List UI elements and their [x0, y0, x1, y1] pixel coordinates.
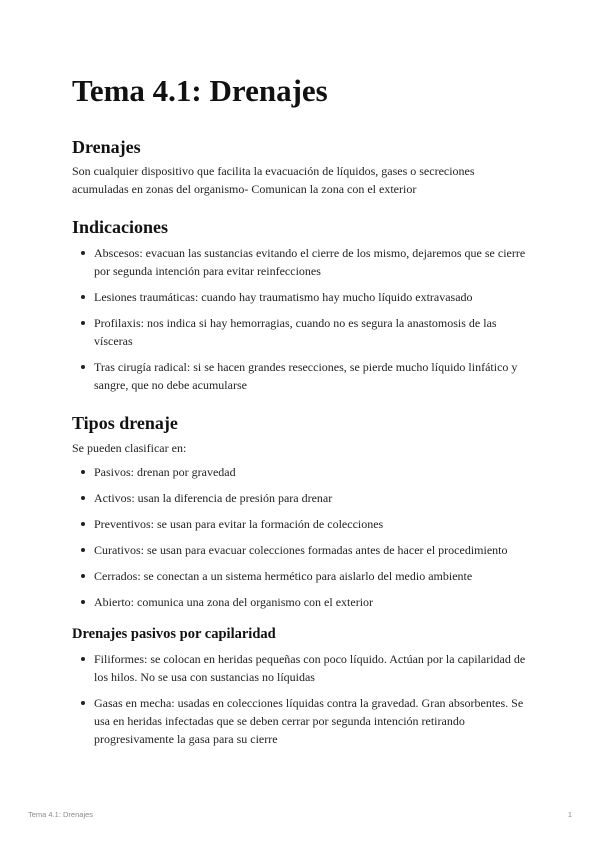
list-tipos [72, 463, 532, 611]
section-heading-drenajes: Drenajes [72, 137, 141, 157]
list-item: Lesiones traumáticas: cuando hay traumatismo hay mucho líquido extravasado [72, 288, 532, 306]
list-item: Cerrados: se conectan a un sistema hermético para aislarlo del medio ambiente [72, 567, 532, 585]
section-heading-tipos: Tipos drenaje [72, 413, 178, 433]
section-intro-tipos: Se pueden clasificar en: [72, 441, 187, 455]
list-item: Pasivos: drenan por gravedad [72, 463, 532, 481]
section-heading-indicaciones: Indicaciones [72, 217, 169, 237]
list-item: Abscesos: evacuan las sustancias evitando el cierre de los mismo, dejaremos que se cierre por segunda intención para evitar reinfecciones [72, 244, 532, 280]
list-item: Tras cirugía radical: si se hacen grandes resecciones, se pierde mucho líquido linfático y sangre, que no debe acumularse [72, 358, 532, 394]
section-heading-pasivos: Drenajes pasivos por capilaridad [72, 626, 276, 642]
section-text-drenajes: Son cualquier dispositivo que facilita la evacuación de líquidos, gases o secreciones acumuladas en zonas del organismo- Comunican la zona con el exterior [72, 164, 475, 196]
list-item: Profilaxis: nos indica si hay hemorragias, cuando no es segura la anastomosis de las vísceras [72, 314, 532, 350]
list-indicaciones [72, 244, 532, 394]
page-title: Tema 4.1: Drenajes [72, 73, 328, 108]
footer-page-number: 1 [567, 810, 572, 819]
list-item: Curativos: se usan para evacuar colecciones formadas antes de hacer el procedimiento [72, 541, 532, 559]
list-pasivos [72, 650, 532, 748]
list-item: Preventivos: se usan para evitar la formación de colecciones [72, 515, 532, 533]
list-item: Abierto: comunica una zona del organismo con el exterior [72, 593, 532, 611]
list-item: Gasas en mecha: usadas en colecciones líquidas contra la gravedad. Gran absorbentes. Se usa en heridas infectadas que se deben cerrar por segunda intención retirando progresivamente la gasa para su cierre [72, 694, 532, 748]
list-item: Activos: usan la diferencia de presión para drenar [72, 489, 532, 507]
footer-doc-title: Tema 4.1: Drenajes [28, 810, 94, 819]
list-item: Filiformes: se colocan en heridas pequeñas con poco líquido. Actúan por la capilaridad de los hilos. No se usa con sustancias no líquidas [72, 650, 532, 686]
